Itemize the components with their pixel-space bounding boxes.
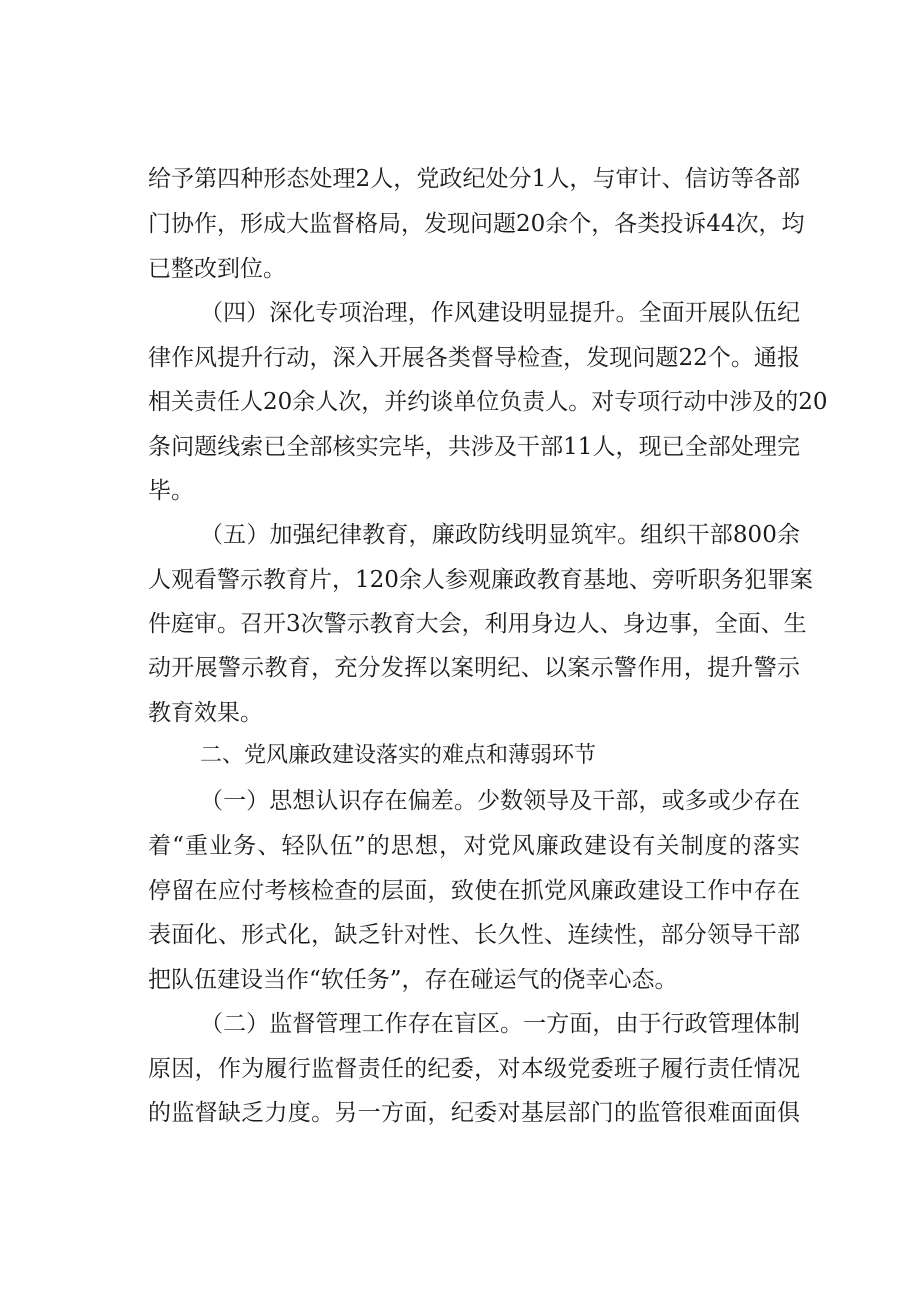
paragraph-line: 条问题线索已全部核实完毕，共涉及干部11人，现已全部处理完 — [148, 434, 800, 460]
paragraph-line: 相关责任人20余人次，并约谈单位负责人。对专项行动中涉及的20 — [148, 389, 828, 415]
paragraph-line: 给予第四种形态处理2人，党政纪处分1人，与审计、信访等各部 — [148, 166, 800, 192]
paragraph-line: （五）加强纪律教育，廉政防线明显筑牢。组织干部800余 — [200, 522, 800, 548]
paragraph-line: 把队伍建设当作“软任务”，存在碰运气的侥幸心态。 — [148, 967, 678, 993]
paragraph-line: 原因，作为履行监督责任的纪委，对本级党委班子履行责任情况 — [148, 1056, 800, 1082]
paragraph-line: 毕。 — [148, 478, 194, 504]
paragraph-line: （一）思想认识存在偏差。少数领导及干部，或多或少存在 — [200, 788, 800, 814]
paragraph-line: 人观看警示教育片，120余人参观廉政教育基地、旁听职务犯罪案 — [148, 567, 813, 593]
paragraph-line: 件庭审。召开3次警示教育大会，利用身边人、身边事，全面、生 — [148, 611, 807, 637]
paragraph-line: 动开展警示教育，充分发挥以案明纪、以案示警作用，提升警示 — [148, 655, 800, 681]
paragraph-line: 着“重业务、轻队伍”的思想，对党风廉政建设有关制度的落实 — [148, 833, 800, 859]
paragraph-line: （四）深化专项治理，作风建设明显提升。全面开展队伍纪 — [200, 300, 800, 326]
paragraph-line: 停留在应付考核检查的层面，致使在抓党风廉政建设工作中存在 — [148, 878, 800, 904]
paragraph-line: 门协作，形成大监督格局，发现问题20余个，各类投诉44次，均 — [148, 211, 805, 237]
section-heading: 二、党风廉政建设落实的难点和薄弱环节 — [200, 743, 597, 768]
paragraph-line: 律作风提升行动，深入开展各类督导检查，发现问题22个。通报 — [148, 345, 800, 371]
paragraph-line: （二）监督管理工作存在盲区。一方面，由于行政管理体制 — [200, 1011, 800, 1037]
paragraph-line: 已整改到位。 — [148, 256, 286, 282]
paragraph-line: 教育效果。 — [148, 700, 263, 726]
paragraph-line: 的监督缺乏力度。另一方面，纪委对基层部门的监管很难面面俱 — [148, 1100, 800, 1126]
paragraph-line: 表面化、形式化，缺乏针对性、长久性、连续性，部分领导干部 — [148, 922, 800, 948]
